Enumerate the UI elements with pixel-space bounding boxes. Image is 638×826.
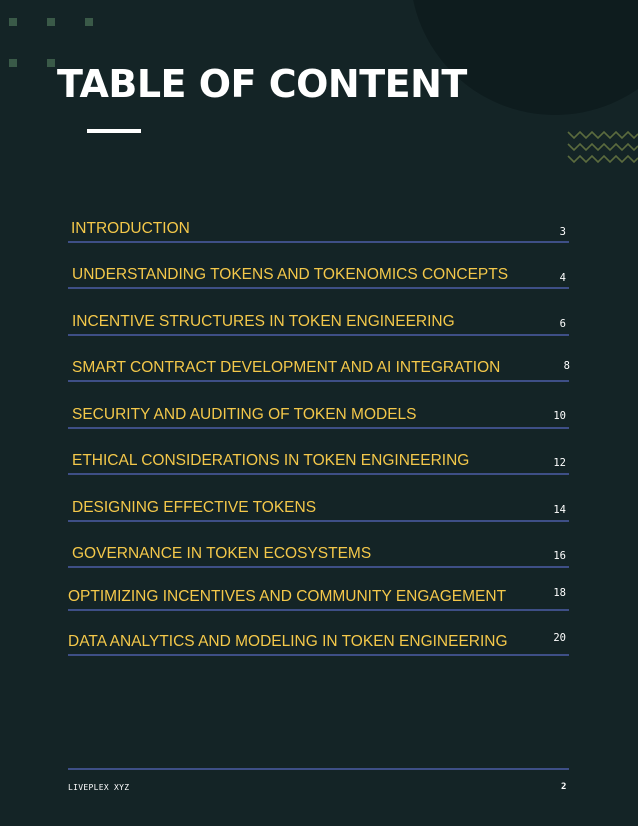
toc-entry-label: INCENTIVE STRUCTURES IN TOKEN ENGINEERING	[72, 313, 455, 330]
toc-entry-page: 3	[559, 226, 566, 238]
toc-entry-page: 20	[553, 632, 566, 644]
title-underline	[87, 129, 141, 133]
toc-entry-label: OPTIMIZING INCENTIVES AND COMMUNITY ENGAGEMENT	[68, 588, 507, 605]
footer-brand: LIVEPLEX XYZ	[68, 783, 130, 792]
toc-entry-page: 8	[563, 360, 570, 372]
toc-entry-page: 16	[553, 550, 566, 562]
toc-entry-smart-contract[interactable]	[68, 352, 569, 382]
toc-entry-page: 12	[553, 457, 566, 469]
square-dot-decoration	[9, 18, 17, 26]
toc-entry-security-auditing[interactable]	[68, 399, 569, 429]
toc-entry-page: 6	[559, 318, 566, 330]
toc-entry-designing-tokens[interactable]	[68, 492, 569, 522]
footer-page-number: 2	[561, 782, 567, 792]
toc-entry-label: UNDERSTANDING TOKENS AND TOKENOMICS CONCEPTS	[72, 266, 509, 283]
toc-entry-page: 18	[553, 587, 566, 599]
toc-entry-ethical-considerations[interactable]	[68, 445, 569, 475]
footer-divider	[68, 768, 569, 770]
square-dot-decoration	[47, 18, 55, 26]
toc-entry-label: SECURITY AND AUDITING OF TOKEN MODELS	[72, 406, 417, 423]
toc-entry-page: 14	[553, 504, 566, 516]
toc-entry-label: GOVERNANCE IN TOKEN ECOSYSTEMS	[72, 545, 372, 562]
square-dot-decoration	[85, 18, 93, 26]
toc-entry-label: ETHICAL CONSIDERATIONS IN TOKEN ENGINEERING	[72, 452, 470, 469]
toc-entry-data-analytics[interactable]	[68, 626, 569, 656]
zigzag-lines-icon	[566, 128, 638, 166]
square-dot-decoration	[9, 59, 17, 67]
toc-entry-label: DESIGNING EFFECTIVE TOKENS	[72, 499, 317, 516]
toc-entry-understanding-tokens[interactable]	[68, 259, 569, 289]
toc-entry-incentive-structures[interactable]	[68, 306, 569, 336]
toc-entry-label: SMART CONTRACT DEVELOPMENT AND AI INTEGRATION	[72, 359, 501, 376]
toc-entry-label: INTRODUCTION	[71, 220, 190, 237]
toc-entry-optimizing-incentives[interactable]	[68, 581, 569, 611]
page-title: TABLE OF CONTENT	[57, 62, 467, 106]
square-dot-decoration	[47, 59, 55, 67]
toc-entry-introduction[interactable]	[68, 213, 569, 243]
toc-entry-governance[interactable]	[68, 538, 569, 568]
toc-entry-page: 10	[553, 410, 566, 422]
toc-entry-label: DATA ANALYTICS AND MODELING IN TOKEN ENGINEERING	[68, 633, 508, 650]
toc-entry-page: 4	[559, 272, 566, 284]
